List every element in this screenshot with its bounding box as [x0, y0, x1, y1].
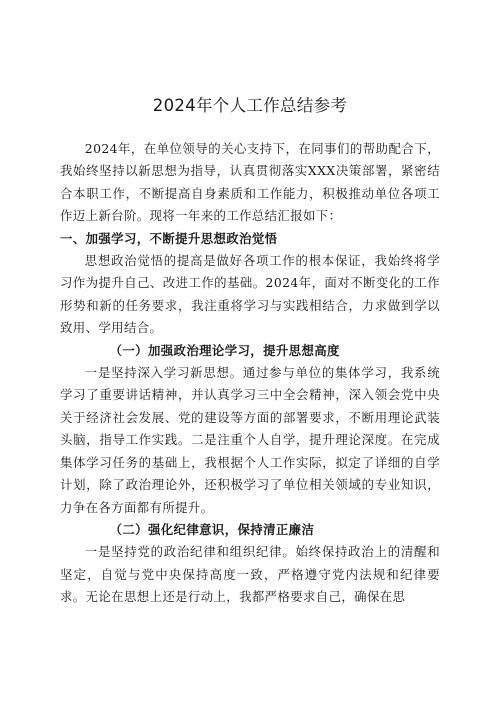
- subsection-1-heading: （一）加强政治理论学习，提升思想高度: [109, 342, 340, 358]
- subsection-2-paragraph: 一是坚持党的政治纪律和组织纪律。始终保持政治上的清醒和坚定，自觉与党中央保持高度一致，严格遵守党内法规和纪律要求。无论在思想上还是行动上，我都严格要求自己，确保在思: [60, 544, 440, 605]
- subsection-2-heading: （二）强化纪律意识，保持清正廉洁: [109, 521, 315, 537]
- document-body: [60, 138, 440, 609]
- document-title: 2024年个人工作总结参考: [152, 96, 348, 115]
- subsection-1-paragraph: 一是坚持深入学习新思想。通过参与单位的集体学习，我系统学习了重要讲话精神，并认真学习三中全会精神，深入领会党中央关于经济社会发展、党的建设等方面的部署要求，不断用理论武装头脑，指导工作实践。二是注重个人自学，提升理论深度。在完成集体学习任务的基础上，我根据个人工作实际，拟定了详细的自学计划，除了政治理论外，还积极学习了单位相关领域的专业知识，力争在各方面都有所提升。: [60, 365, 440, 515]
- section-1-heading: 一、加强学习，不断提升思想政治觉悟: [60, 230, 278, 246]
- intro-paragraph: 2024年，在单位领导的关心支持下，在同事们的帮助配合下，我始终坚持以新思想为指导，认真贯彻落实XXX决策部署，紧密结合本职工作，不断提高自身素质和工作能力，积极推动单位各项工作迈上新台阶。现将一年来的工作总结汇报如下：: [60, 141, 440, 224]
- section-1-paragraph: 思想政治觉悟的提高是做好各项工作的根本保证，我始终将学习作为提升自己、改进工作的基础。2024年，面对不断变化的工作形势和新的任务要求，我注重将学习与实践相结合，力求做到学以致用、学用结合。: [60, 253, 440, 336]
